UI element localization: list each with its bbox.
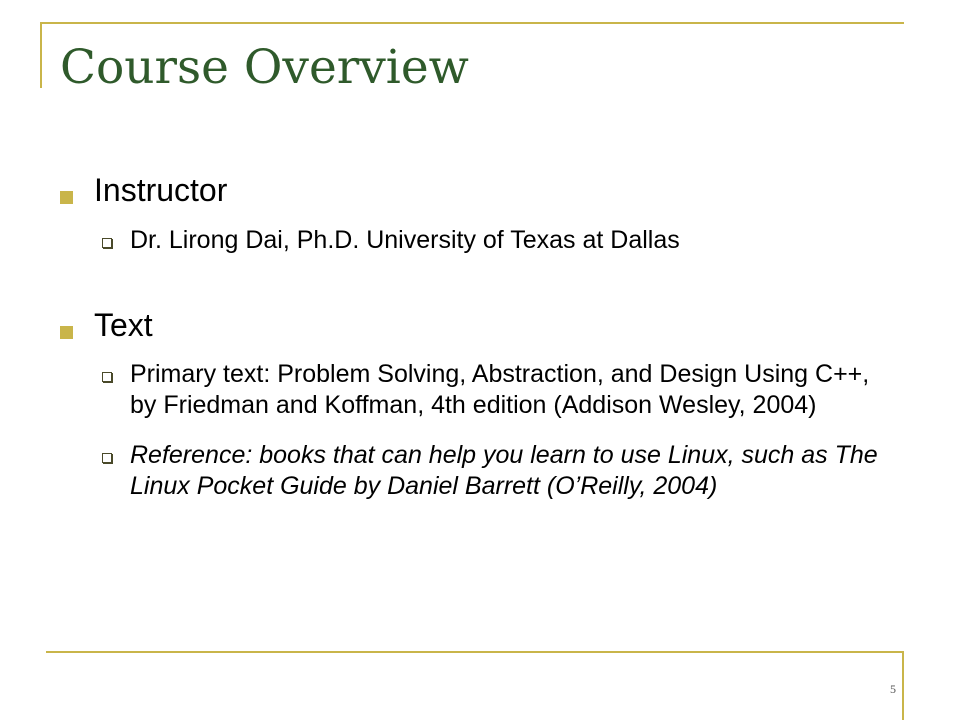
frame-left-line	[40, 22, 42, 88]
sub-bullet-reference	[60, 440, 900, 502]
hollow-square-bullet-icon	[102, 453, 112, 463]
reference-content: Reference: books that can help you learn to use Linux, such as The Linux Pocket Guide by Daniel Barrett (O’Reilly, 2004)	[130, 441, 878, 500]
primary-text-content: Primary text: Problem Solving, Abstraction, and Design Using C++, by Friedman and Koffman, 4th edition (Addison Wesley, 2004)	[130, 360, 870, 419]
hollow-square-bullet-icon	[102, 238, 112, 248]
sub-bullet-primary-text	[60, 359, 900, 421]
square-bullet-icon	[60, 191, 73, 204]
frame-bottom-line	[46, 651, 904, 653]
slide-title: Course Overview	[60, 40, 469, 95]
slide-content	[60, 170, 900, 502]
hollow-square-bullet-icon	[102, 372, 112, 382]
frame-top-line	[40, 22, 904, 24]
bullet-instructor-label: Instructor	[94, 172, 228, 208]
bullet-text-label: Text	[94, 307, 153, 343]
page-number: 5	[890, 682, 896, 696]
bullet-text	[60, 305, 900, 345]
bullet-instructor	[60, 170, 900, 210]
sub-bullet-instructor-name	[60, 225, 900, 256]
square-bullet-icon	[60, 326, 73, 339]
instructor-name-text: Dr. Lirong Dai, Ph.D. University of Texas at Dallas	[130, 226, 680, 254]
